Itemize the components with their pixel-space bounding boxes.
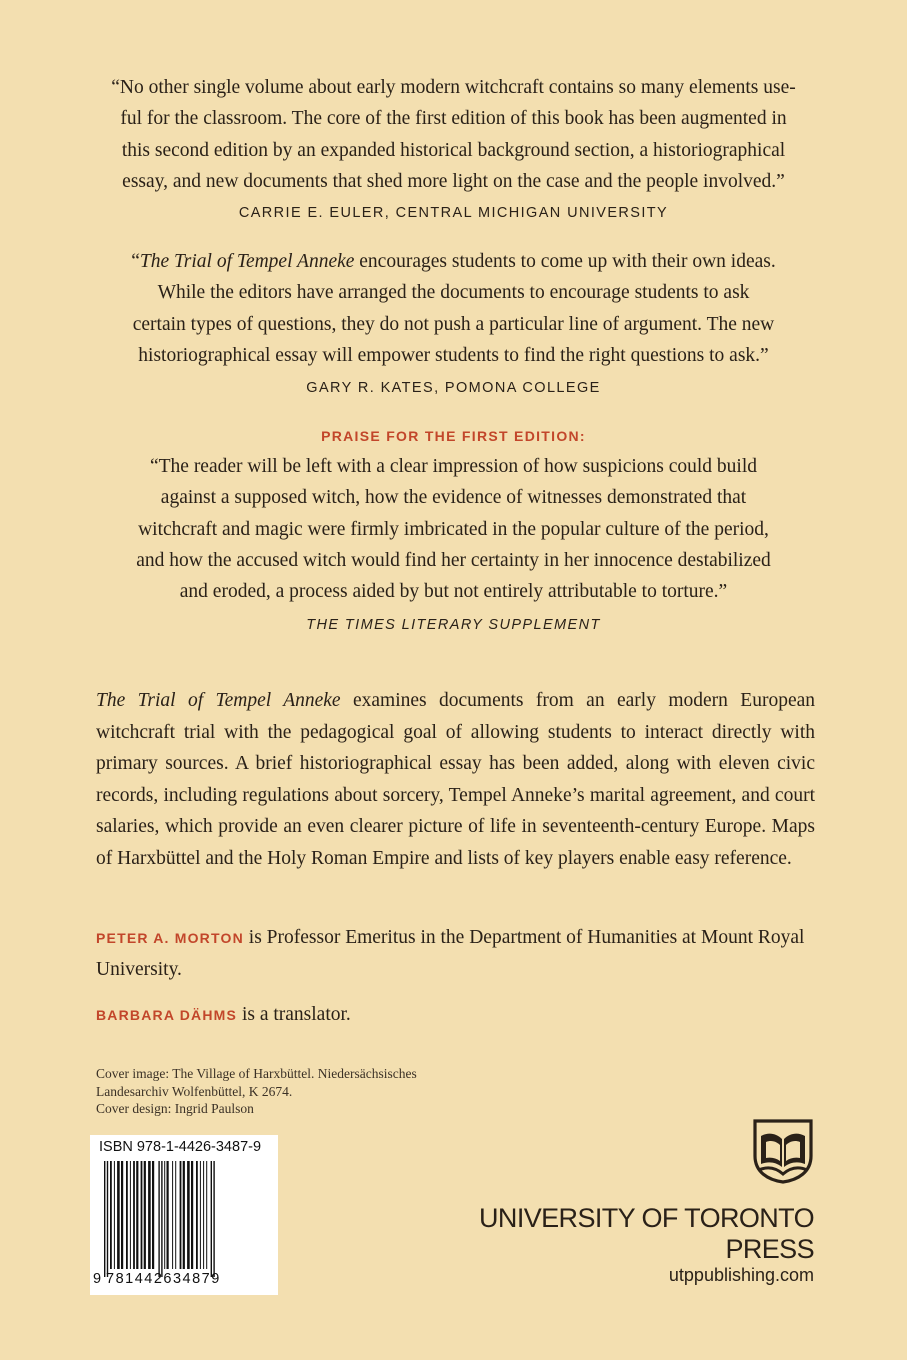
quote-line [90, 246, 817, 277]
barcode-bar [164, 1161, 165, 1269]
quote-text: encourages students to come up with their own ideas. [354, 251, 776, 272]
book-description [96, 685, 815, 875]
barcode-bar [200, 1161, 201, 1269]
book-title: The Trial of Tempel Anneke [96, 690, 341, 711]
barcode-bar [206, 1161, 207, 1269]
publisher-name: UNIVERSITY OF TORONTO PRESS [479, 1203, 814, 1264]
barcode-bar [152, 1161, 154, 1269]
barcode-bar [183, 1161, 185, 1269]
barcode-bar [117, 1161, 120, 1269]
quote-line: essay, and new documents that shed more light on the case and the people involved.” [122, 170, 785, 192]
barcode-digits [90, 1271, 278, 1293]
review-quote-1 [90, 72, 817, 197]
author-name: BARBARA DÄHMS [96, 1007, 238, 1023]
barcode-bar [133, 1161, 135, 1269]
barcode-digit-first: 9 [93, 1271, 102, 1287]
barcode-bar [121, 1161, 123, 1269]
barcode-bar [107, 1161, 108, 1277]
author-bio-text: is a translator. [237, 1004, 351, 1025]
barcode-bar [148, 1161, 151, 1269]
barcode-bar [110, 1161, 112, 1269]
barcode-digit-rest: 781442634879 [106, 1271, 221, 1287]
review-quote-2 [90, 246, 817, 371]
book-shield-icon [752, 1118, 814, 1184]
quote-open-mark: “ [131, 251, 140, 272]
book-title: The Trial of Tempel Anneke [139, 251, 355, 272]
quote-line: against a supposed witch, how the evidence of witnesses demonstrated that [160, 487, 747, 509]
review-attribution-3: THE TIMES LITERARY SUPPLEMENT [306, 617, 601, 633]
isbn-barcode [90, 1135, 278, 1295]
quote-line: witchcraft and magic were firmly imbricated in the popular culture of the period, [138, 518, 769, 540]
barcode-bar [158, 1161, 159, 1277]
quote-line: this second edition by an expanded historical background section, a historiographical [121, 139, 786, 161]
quote-line: historiographical essay will empower students to find the right questions to ask.” [138, 344, 769, 366]
barcode-bar [136, 1161, 138, 1269]
barcode-bar [104, 1161, 105, 1277]
quote-line: certain types of questions, they do not push a particular line of argument. The new [132, 313, 775, 335]
isbn-label: ISBN 978-1-4426-3487-9 [99, 1139, 262, 1155]
barcode-bar [126, 1161, 128, 1269]
quote-line: and eroded, a process aided by but not entirely attributable to torture.” [179, 581, 728, 603]
author-bio-1 [96, 922, 816, 985]
barcode-bar [141, 1161, 143, 1269]
publisher-url[interactable]: utppublishing.com [668, 1265, 814, 1285]
barcode-bar [211, 1161, 212, 1277]
barcode-bar [203, 1161, 204, 1269]
review-quote-3 [90, 451, 817, 607]
barcode-bar [196, 1161, 198, 1269]
quote-line: and how the accused witch would find her certainty in her innocence destabilized [136, 549, 771, 571]
barcode-bar [187, 1161, 190, 1269]
quote-line: “The reader will be left with a clear impression of how suspicions could build [149, 456, 758, 477]
barcode-bar [180, 1161, 182, 1269]
quote-line: ful for the classroom. The core of the first edition of this book has been augmented in [120, 108, 787, 130]
barcode-bar [167, 1161, 169, 1269]
barcode-bar [213, 1161, 214, 1277]
praise-heading: PRAISE FOR THE FIRST EDITION: [321, 428, 586, 444]
credit-line: Cover design: Ingrid Paulson [96, 1101, 254, 1117]
barcode-bar [144, 1161, 146, 1269]
author-bio-2 [96, 999, 816, 1031]
barcode-bar [161, 1161, 162, 1277]
cover-credits [96, 1065, 496, 1118]
barcode-bar [130, 1161, 131, 1269]
quote-line: “No other single volume about early modern witchcraft contains so many elements use- [111, 77, 796, 98]
review-attribution-1: CARRIE E. EULER, CENTRAL MICHIGAN UNIVERSITY [238, 205, 669, 221]
barcode-bar [114, 1161, 115, 1269]
credit-line: Landesarchiv Wolfenbüttel, K 2674. [96, 1083, 293, 1099]
barcode-bar [172, 1161, 173, 1269]
author-name: PETER A. MORTON [96, 930, 244, 946]
credit-line: Cover image: The Village of Harxbüttel. Niedersächsisches [96, 1066, 417, 1081]
quote-line: While the editors have arranged the documents to encourage students to ask [157, 282, 750, 304]
barcode-bar [191, 1161, 193, 1269]
author-bio-text: is Professor Emeritus in the Department of Humanities at Mount Royal University. [96, 927, 805, 980]
barcode-bar [175, 1161, 176, 1269]
description-text: examines documents from an early modern European witchcraft trial with the pedagogical goal of allowing students to interact directly with primary sources. A brief historiographical essay has been added, along with eleven civic records, including regulations about sorcery, Tempel Anneke’s marital agreement, and court salaries, which provide an even clearer picture of life in seventeenth-century Europe. Maps of Harxbüttel and the Holy Roman Empire and lists of key players enable easy reference. [96, 690, 816, 869]
review-attribution-2: GARY R. KATES, POMONA COLLEGE [306, 380, 601, 396]
